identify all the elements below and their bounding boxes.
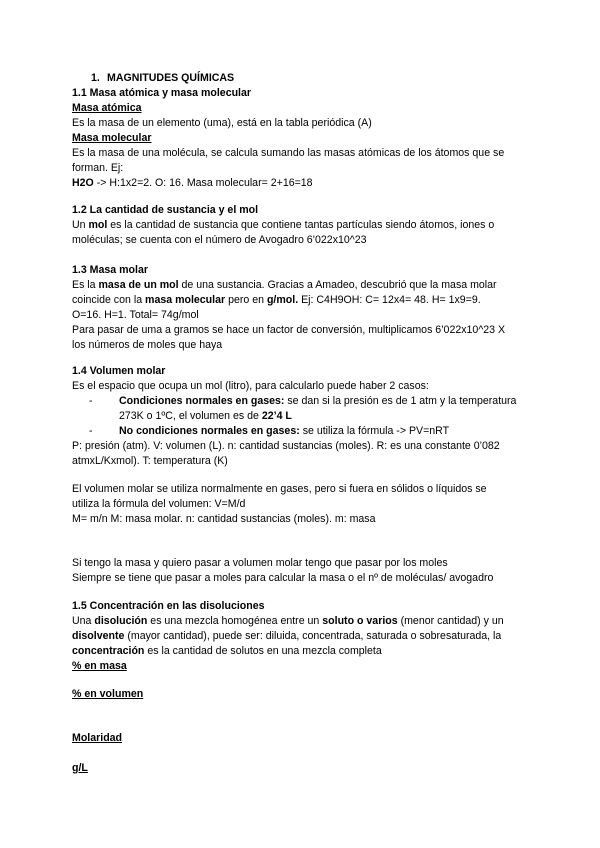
masa-molecular-heading: Masa molecular (72, 132, 152, 144)
section-1-5-line-3 (72, 644, 532, 659)
heading-molaridad: Molaridad (72, 732, 123, 744)
section-1-5-line-2 (72, 629, 532, 644)
text-run: se dan si la presión es de 1 atm y la temperatura (284, 395, 517, 407)
masa-atomica-text: Es la masa de un elemento (uma), está en la tabla periódica (A) (72, 117, 372, 129)
volumen-line-1: El volumen molar se utiliza normalmente en gases, pero si fuera en sólidos o líquidos se (72, 483, 487, 495)
heading-porcentaje-masa: % en masa (72, 660, 127, 672)
section-1-1-title: 1.1 Masa atómica y masa molecular (72, 87, 252, 99)
section-1-3-line-1 (72, 278, 532, 293)
section-1-2 (72, 203, 532, 248)
section-1-2-line-1 (72, 218, 532, 233)
heading-text: MAGNITUDES QUÍMICAS (107, 72, 235, 84)
text-run: pero en (225, 294, 267, 306)
masa-molecular-example (72, 176, 532, 191)
term-concentracion: concentración (72, 645, 145, 657)
volumen-line-2: utiliza la fórmula del volumen: V=M/d (72, 498, 246, 510)
heading-porcentaje-volumen-wrap (72, 687, 532, 702)
section-1-5 (72, 599, 532, 674)
text-run: es la cantidad de solutos en una mezcla completa (144, 645, 382, 657)
text-run: se utiliza la fórmula -> PV=nRT (299, 425, 450, 437)
section-1-3-line-5: los números de moles que haya (72, 339, 223, 351)
text-run: (mayor cantidad), puede ser: diluida, concentrada, saturada o sobresaturada, la (124, 630, 502, 642)
section-1-5-line-1 (72, 614, 532, 629)
term-mol: mol (88, 219, 108, 231)
heading-number: 1. (91, 72, 100, 84)
term-disolvente: disolvente (72, 630, 125, 642)
section-1-3-line-4: Para pasar de uma a gramos se hace un factor de conversión, multiplicamos 6’022x10^23 X (72, 324, 506, 336)
heading-porcentaje-volumen: % en volumen (72, 688, 144, 700)
section-1-4 (72, 364, 532, 469)
text-run: Un (72, 219, 89, 231)
section-1-4-intro: Es el espacio que ocupa un mol (litro), para calcularlo puede haber 2 casos: (72, 380, 429, 392)
legend-line-1: P: presión (atm). V: volumen (L). n: cantidad sustancias (moles). R: es una constante 0’082 (72, 440, 500, 452)
bullet-dash: - (89, 395, 93, 407)
term-disolucion: disolución (94, 615, 148, 627)
text-run: Ej: C4H9OH: C= 12x4= 48. H= 1x9=9. (298, 294, 481, 306)
text-run: de una sustancia. Gracias a Amadeo, descubrió que la masa molar (178, 279, 497, 291)
masa-molecular-line-2: forman. Ej: (72, 162, 124, 174)
text-run: Es la (72, 279, 99, 291)
text-run: coincide con la (72, 294, 146, 306)
heading-molaridad-wrap (72, 731, 532, 746)
term-masa-molecular: masa molecular (145, 294, 226, 306)
section-1-3-line-2 (72, 293, 532, 308)
masa-molecular-line-1: Es la masa de una molécula, se calcula sumando las masas atómicas de los átomos que se (72, 147, 505, 159)
tip-line-2: Siempre se tiene que pasar a moles para calcular la masa o el nº de moléculas/ avogadro (72, 572, 494, 584)
heading-g-l: g/L (72, 762, 88, 774)
legend-line-2: atmxL/Kxmol). T: temperatura (K) (72, 455, 228, 467)
term-no-condiciones-normales: No condiciones normales en gases: (119, 425, 300, 437)
text-run: es la cantidad de sustancia que contiene tantas partículas siendo átomos, iones o (107, 219, 495, 231)
section-1-2-title: 1.2 La cantidad de sustancia y el mol (72, 204, 259, 216)
section-1-4-title: 1.4 Volumen molar (72, 365, 166, 377)
section-1-4-tips (72, 556, 532, 586)
term-soluto: soluto o varios (322, 615, 398, 627)
masa-atomica-heading: Masa atómica (72, 102, 142, 114)
heading-gl-wrap (72, 761, 532, 776)
section-1-3-title: 1.3 Masa molar (72, 264, 148, 276)
term-masa-de-un-mol: masa de un mol (98, 279, 179, 291)
bullet-line (119, 424, 532, 439)
text-run: 273K o 1ºC, el volumen es de (119, 410, 262, 422)
term-condiciones-normales: Condiciones normales en gases: (119, 395, 285, 407)
text-run: Una (72, 615, 95, 627)
bullet-condiciones-normales (72, 394, 532, 424)
volumen-line-3: M= m/n M: masa molar. n: cantidad sustancias (moles). m: masa (72, 513, 376, 525)
term-g-mol: g/mol. (266, 294, 299, 306)
text-run: (menor cantidad) y un (397, 615, 504, 627)
main-heading (91, 71, 234, 86)
bullet-line (119, 394, 532, 409)
tip-line-1: Si tengo la masa y quiero pasar a volumen molar tengo que pasar por los moles (72, 557, 448, 569)
section-1-3 (72, 263, 532, 353)
term-volumen-22-4: 22’4 L (261, 410, 292, 422)
section-1-5-title: 1.5 Concentración en las disoluciones (72, 600, 265, 612)
bullet-no-condiciones-normales (72, 424, 532, 439)
bullet-dash: - (89, 425, 93, 437)
section-1-4-volumen (72, 482, 532, 527)
example-formula: H2O (72, 177, 94, 189)
example-calc: -> H:1x2=2. O: 16. Masa molecular= 2+16=18 (93, 177, 313, 189)
bullet-line (119, 409, 532, 424)
section-1-2-line-2: moléculas; se cuenta con el número de Avogadro 6’022x10^23 (72, 234, 367, 246)
section-1-3-line-3: O=16. H=1. Total= 74g/mol (72, 309, 199, 321)
text-run: es una mezcla homogénea entre un (147, 615, 323, 627)
section-1-1 (72, 86, 532, 191)
